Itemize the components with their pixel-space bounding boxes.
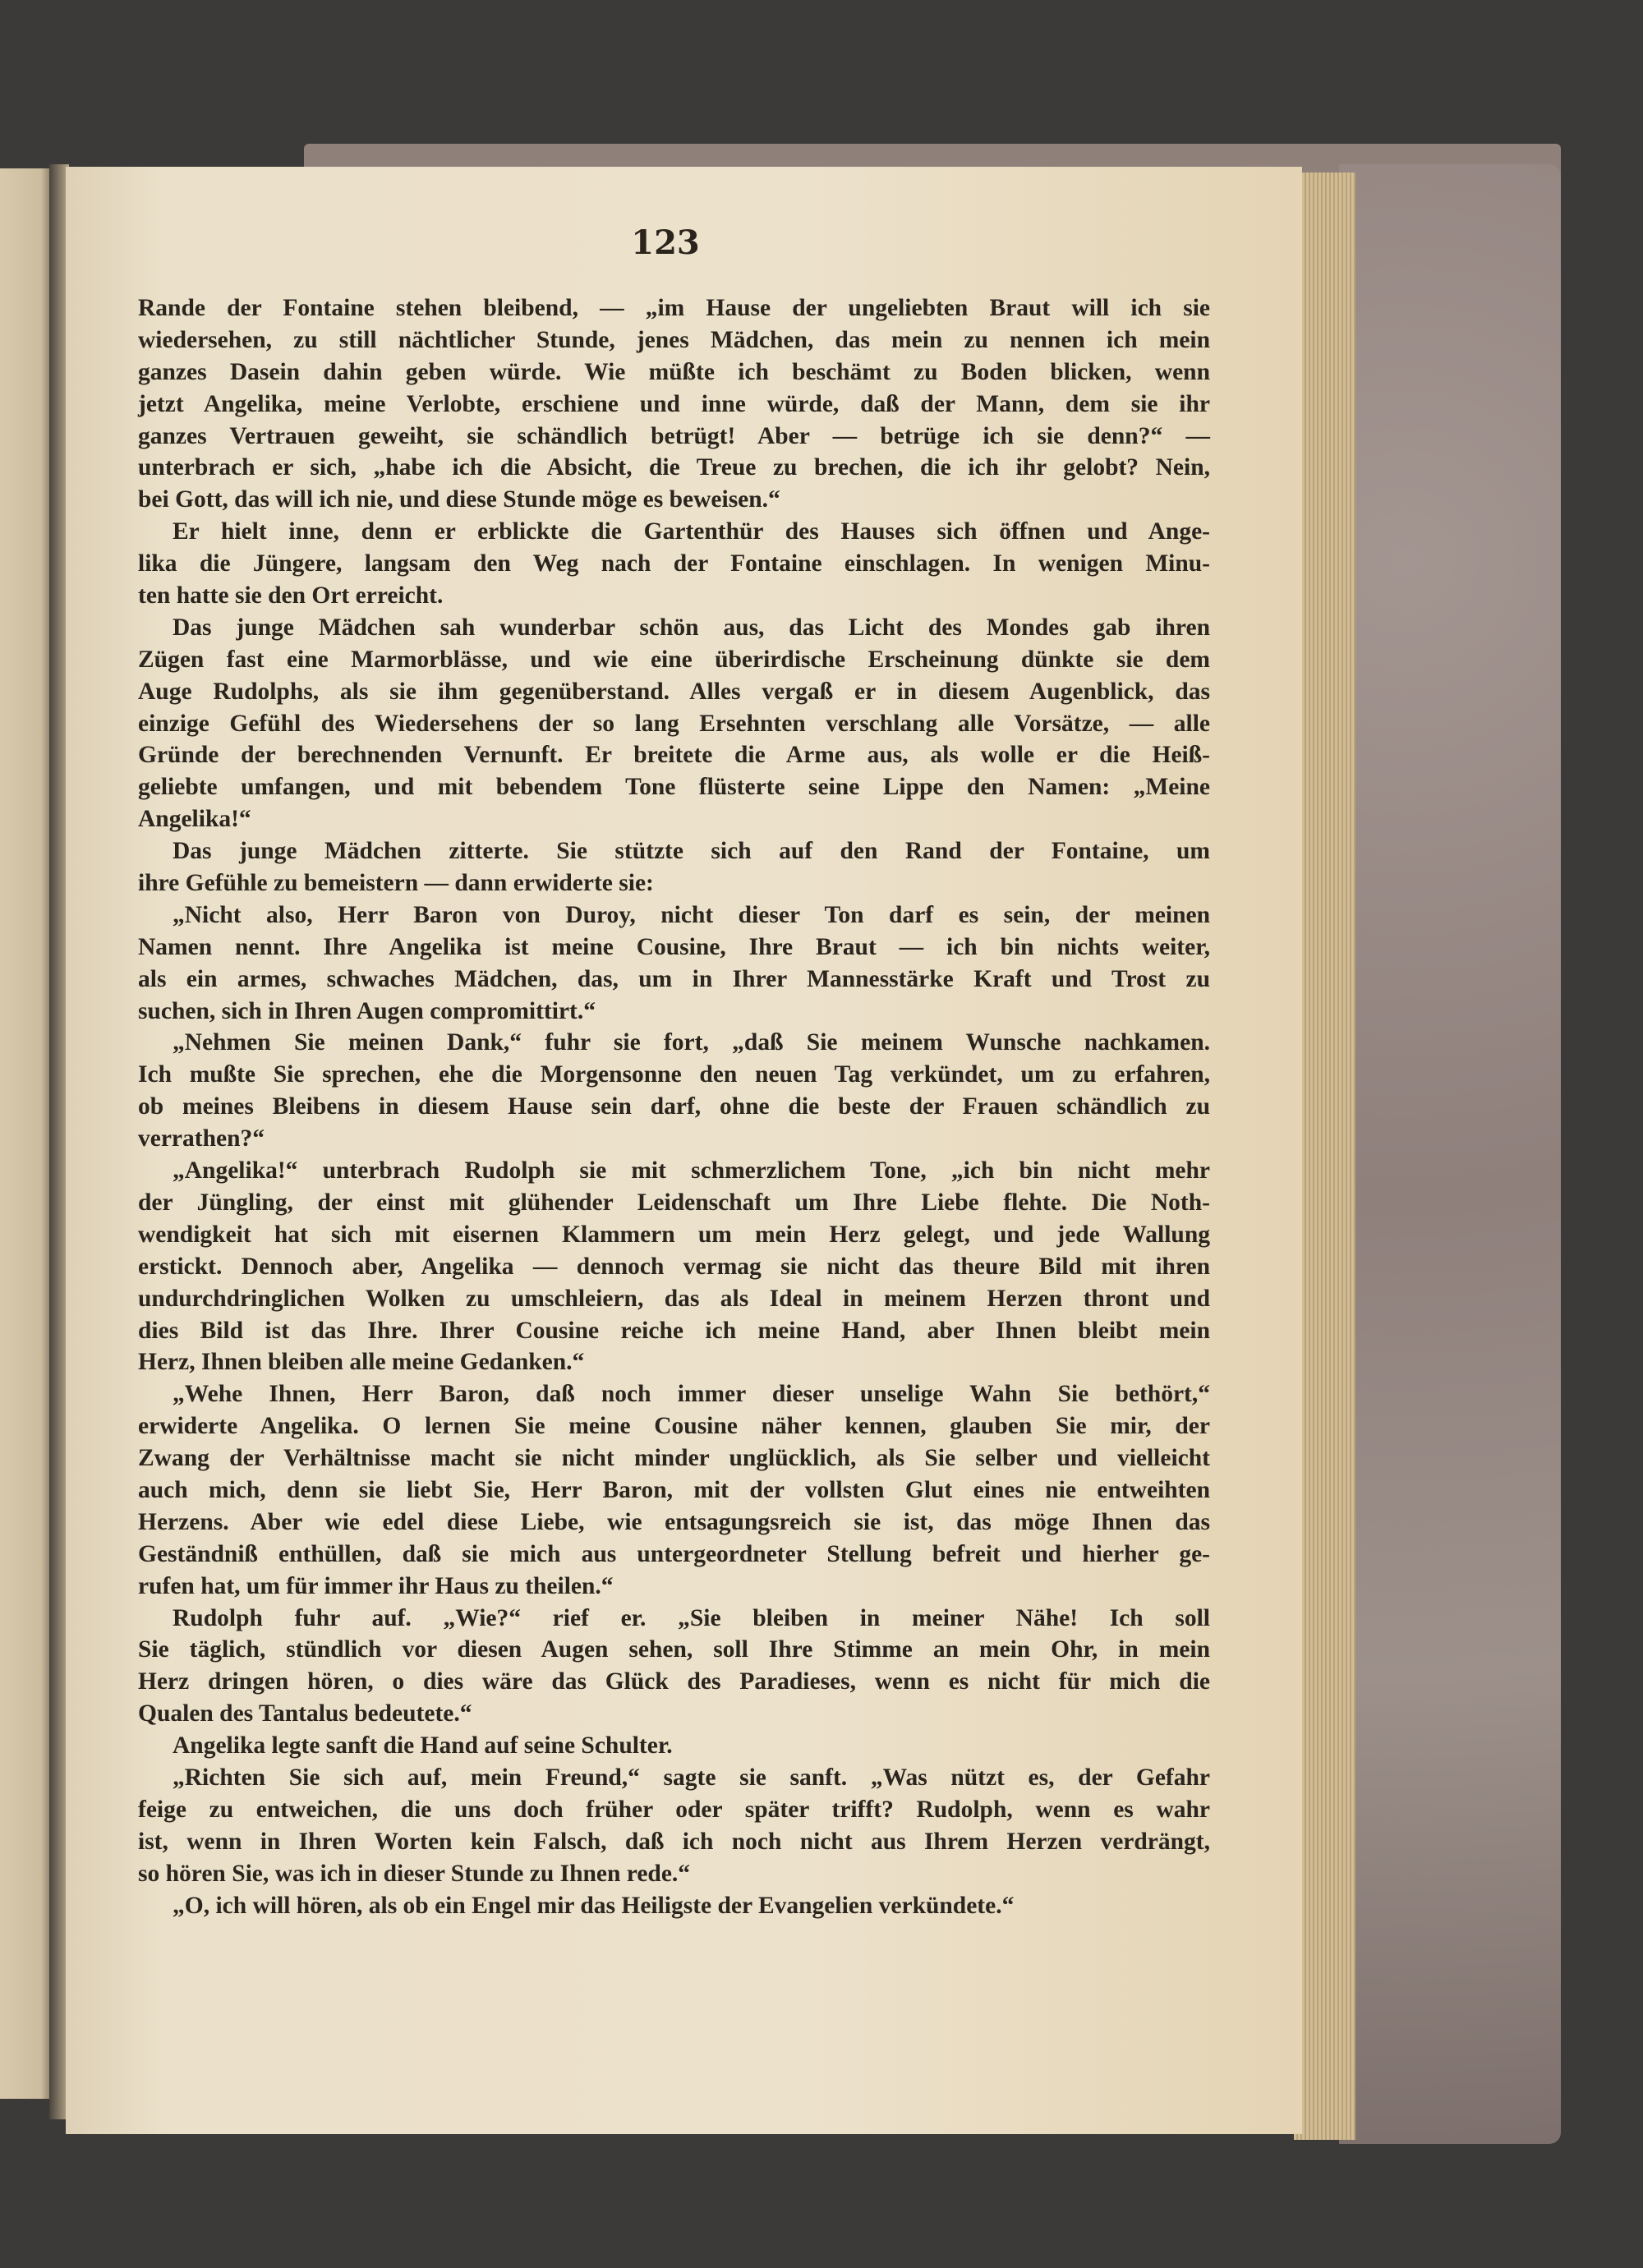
text-line: ten hatte sie den Ort erreicht. bbox=[138, 582, 444, 610]
page-edges bbox=[1294, 173, 1355, 2140]
text-line: Angelika!“ bbox=[138, 806, 251, 833]
text-line: Er hielt inne, denn er erblickte die Gartenthür des Hauses sich öffnen und Ange- bbox=[173, 518, 1210, 545]
text-line: „Angelika!“ unterbrach Rudolph sie mit schmerzlichem Tone, „ich bin nicht mehr bbox=[173, 1157, 1210, 1185]
text-line: Herzens. Aber wie edel diese Liebe, wie entsagungsreich sie ist, das möge Ihnen das bbox=[138, 1508, 1210, 1535]
text-line: feige zu entweichen, die uns doch früher oder später trifft? Rudolph, wenn es wahr bbox=[138, 1796, 1210, 1823]
text-line: so hören Sie, was ich in dieser Stunde zu Ihnen rede.“ bbox=[138, 1860, 691, 1887]
text-line: „Richten Sie sich auf, mein Freund,“ sagte sie sanft. „Was nützt es, der Gefahr bbox=[173, 1764, 1210, 1791]
text-line: erstickt. Dennoch aber, Angelika — dennoch vermag sie nicht das theure Bild mit ihren bbox=[138, 1253, 1210, 1280]
text-line: lika die Jüngere, langsam den Weg nach der Fontaine einschlagen. In wenigen Minu- bbox=[138, 550, 1210, 577]
text-line: Sie täglich, stündlich vor diesen Augen sehen, soll Ihre Stimme an mein Ohr, in mein bbox=[138, 1636, 1210, 1663]
body-text bbox=[138, 292, 1210, 1921]
text-line: „Nehmen Sie meinen Dank,“ fuhr sie fort, „daß Sie meinem Wunsche nachkamen. bbox=[173, 1029, 1210, 1056]
text-line: Gründe der berechnenden Vernunft. Er breitete die Arme aus, als wolle er die Heiß- bbox=[138, 742, 1210, 769]
book-cover bbox=[1339, 164, 1561, 2144]
text-line: Angelika legte sanft die Hand auf seine Schulter. bbox=[173, 1732, 673, 1760]
text-line: rufen hat, um für immer ihr Haus zu theilen.“ bbox=[138, 1572, 614, 1599]
page-number: 123 bbox=[631, 223, 700, 262]
text-line: dies Bild ist das Ihre. Ihrer Cousine reiche ich meine Hand, aber Ihnen bleibt mein bbox=[138, 1317, 1210, 1344]
text-line: verrathen?“ bbox=[138, 1125, 265, 1152]
text-line: Das junge Mädchen zitterte. Sie stützte sich auf den Rand der Fontaine, um bbox=[173, 838, 1210, 865]
text-line: Das junge Mädchen sah wunderbar schön aus, das Licht des Mondes gab ihren bbox=[173, 614, 1210, 641]
text-line: „Wehe Ihnen, Herr Baron, daß noch immer dieser unselige Wahn Sie bethört,“ bbox=[173, 1381, 1210, 1408]
text-line: der Jüngling, der einst mit glühender Leidenschaft um Ihre Liebe flehte. Die Noth- bbox=[138, 1189, 1210, 1216]
text-line: „Nicht also, Herr Baron von Duroy, nicht dieser Ton darf es sein, der meinen bbox=[173, 901, 1210, 928]
text-line: Herz dringen hören, o dies wäre das Glück des Paradieses, wenn es nicht für mich die bbox=[138, 1668, 1210, 1695]
text-line: undurchdringlichen Wolken zu umschleiern, das als Ideal in meinem Herzen thront und bbox=[138, 1285, 1210, 1312]
text-line: Rande der Fontaine stehen bleibend, — „im Hause der ungeliebten Braut will ich sie bbox=[138, 295, 1210, 321]
text-line: Geständniß enthüllen, daß sie mich aus untergeordneter Stellung befreit und hierher ge- bbox=[138, 1540, 1210, 1567]
text-line: Qualen des Tantalus bedeutete.“ bbox=[138, 1700, 472, 1727]
text-line: suchen, sich in Ihren Augen compromittirt.“ bbox=[138, 997, 596, 1024]
text-line: ihre Gefühle zu bemeistern — dann erwiderte sie: bbox=[138, 870, 654, 897]
text-line: Zwang der Verhältnisse macht sie nicht minder unglücklich, als Sie selber und vielleicht bbox=[138, 1445, 1210, 1472]
text-line: Herz, Ihnen bleiben alle meine Gedanken.“ bbox=[138, 1349, 585, 1376]
text-line: auch mich, denn sie liebt Sie, Herr Baron, mit der vollsten Glut eines nie entweihten bbox=[138, 1476, 1210, 1503]
text-line: als ein armes, schwaches Mädchen, das, um in Ihrer Mannesstärke Kraft und Trost zu bbox=[138, 965, 1210, 992]
text-line: wendigkeit hat sich mit eisernen Klammern um mein Herz gelegt, und jede Wallung bbox=[138, 1221, 1210, 1248]
text-line: ob meines Bleibens in diesem Hause sein darf, ohne die beste der Frauen schändlich zu bbox=[138, 1093, 1210, 1120]
text-line: „O, ich will hören, als ob ein Engel mir das Heiligste der Evangelien verkündete.“ bbox=[173, 1892, 1015, 1919]
text-line: ganzes Dasein dahin geben würde. Wie müßte ich beschämt zu Boden blicken, wenn bbox=[138, 358, 1210, 385]
text-line: jetzt Angelika, meine Verlobte, erschiene und inne würde, daß der Mann, dem sie ihr bbox=[138, 390, 1210, 417]
text-line: bei Gott, das will ich nie, und diese Stunde möge es beweisen.“ bbox=[138, 486, 780, 513]
text-line: erwiderte Angelika. O lernen Sie meine Cousine näher kennen, glauben Sie mir, der bbox=[138, 1413, 1210, 1440]
text-line: Auge Rudolphs, als sie ihm gegenüberstand. Alles vergaß er in diesem Augenblick, das bbox=[138, 678, 1210, 705]
text-line: unterbrach er sich, „habe ich die Absicht, die Treue zu brechen, die ich ihr gelobt? Nein, bbox=[138, 454, 1210, 481]
text-line: Ich mußte Sie sprechen, ehe die Morgensonne den neuen Tag verkündet, um zu erfahren, bbox=[138, 1061, 1210, 1088]
text-line: Rudolph fuhr auf. „Wie?“ rief er. „Sie bleiben in meiner Nähe! Ich soll bbox=[173, 1604, 1210, 1631]
text-line: einzige Gefühl des Wiedersehens der so lang Ersehnten verschlang alle Vorsätze, — alle bbox=[138, 710, 1210, 737]
left-page-sliver bbox=[0, 168, 51, 2099]
text-line: ist, wenn in Ihren Worten kein Falsch, daß ich noch nicht aus Ihrem Herzen verdrängt, bbox=[138, 1828, 1210, 1855]
text-line: wiedersehen, zu still nächtlicher Stunde, jenes Mädchen, das mein zu nennen ich mein bbox=[138, 326, 1210, 353]
text-line: ganzes Vertrauen geweiht, sie schändlich betrügt! Aber — betrüge ich sie denn?“ — bbox=[138, 422, 1210, 449]
text-line: Namen nennt. Ihre Angelika ist meine Cousine, Ihre Braut — ich bin nichts weiter, bbox=[138, 933, 1210, 960]
text-line: Zügen fast eine Marmorblässe, und wie eine überirdische Erscheinung dünkte sie dem bbox=[138, 646, 1210, 673]
text-line: geliebte umfangen, und mit bebendem Tone flüsterte seine Lippe den Namen: „Meine bbox=[138, 774, 1210, 801]
